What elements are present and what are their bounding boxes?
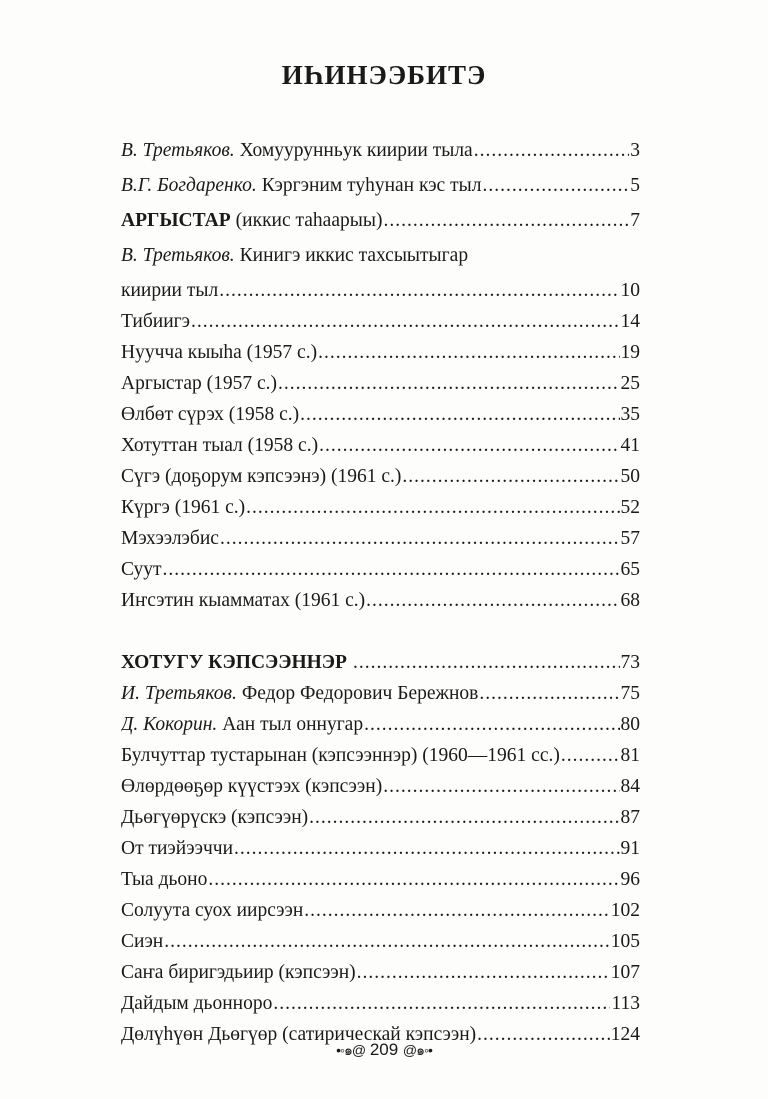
dot-leader <box>300 404 619 426</box>
entry-page: 25 <box>620 373 640 394</box>
toc-entry <box>121 140 640 175</box>
dot-leader <box>364 714 619 736</box>
entry-page: 35 <box>620 404 640 425</box>
entry-page: 96 <box>620 869 640 890</box>
toc-entry <box>121 590 640 621</box>
toc-entry <box>121 497 640 528</box>
entry-author: И. Третьяков. <box>121 683 237 704</box>
entry-title: киирии тыл <box>121 280 219 301</box>
toc-entry <box>121 683 640 714</box>
toc-entry <box>121 245 640 280</box>
toc-entry <box>121 838 640 869</box>
dot-leader <box>273 993 610 1015</box>
entry-title: Кэргэним туһунан кэс тыл <box>261 175 482 196</box>
entry-title: Хомуурунньук киирии тыла <box>239 140 473 161</box>
toc-entry <box>121 175 640 210</box>
entry-page: 87 <box>620 807 640 828</box>
entry-title: Иҥсэтин кыамматах (1961 с.) <box>121 590 366 611</box>
entry-title: Сүгэ (доҕорум кэпсээнэ) (1961 с.) <box>121 466 402 487</box>
entry-author: В. Третьяков. <box>121 245 235 266</box>
entry-author: В. Третьяков. <box>121 140 235 161</box>
toc-entry <box>121 931 640 962</box>
entry-title: Аргыстар (1957 с.) <box>121 373 278 394</box>
entry-page: 65 <box>620 559 640 580</box>
dot-leader <box>366 590 619 612</box>
entry-title: Өлөрдөөҕөр күүстээх (кэпсээн) <box>121 776 383 797</box>
dot-leader <box>304 900 609 922</box>
entry-title: Хотуттан тыал (1958 с.) <box>121 435 319 456</box>
entry-title: Саҥа биригэдьиир (кэпсээн) <box>121 962 356 983</box>
entry-title: Федор Федорович Бережнов <box>241 683 479 704</box>
entry-page: 68 <box>620 590 640 611</box>
toc-entry <box>121 993 640 1024</box>
entry-title: Мэхээлэбис <box>121 528 219 549</box>
dot-leader <box>357 962 610 984</box>
page-footer <box>0 1040 768 1062</box>
dot-leader <box>309 807 619 829</box>
dot-leader <box>220 528 620 550</box>
ornament-left-icon: •◦๑@ <box>336 1042 366 1058</box>
entry-title: Өлбөт сүрэх (1958 с.) <box>121 404 300 425</box>
page-title: ИҺИНЭЭБИТЭ <box>281 60 487 90</box>
toc-entry <box>121 311 640 342</box>
dot-leader <box>208 869 619 891</box>
page-number: 209 <box>369 1040 399 1059</box>
toc-entry <box>121 342 640 373</box>
entry-title: Нуучча кыыһа (1957 с.) <box>121 342 318 363</box>
entry-page: 19 <box>620 342 640 363</box>
dot-leader <box>479 683 619 705</box>
entry-title: Дайдым дьонноро <box>121 993 273 1014</box>
toc-entry <box>121 869 640 900</box>
toc-entry <box>121 373 640 404</box>
entry-title: Кинигэ иккис тахсыытыгар <box>239 245 469 266</box>
entry-page: 73 <box>620 652 640 673</box>
entry-page: 102 <box>610 900 640 921</box>
entry-page: 80 <box>620 714 640 735</box>
toc-entry <box>121 280 640 311</box>
entry-title: Дьөгүөрүскэ (кэпсээн) <box>121 807 309 828</box>
entry-page: 84 <box>620 776 640 797</box>
entry-author: В.Г. Богдаренко. <box>121 175 257 196</box>
entry-title: Аан тыл оннугар <box>222 714 364 735</box>
dot-leader <box>191 311 619 333</box>
toc-entry <box>121 210 640 245</box>
toc-entry <box>121 807 640 838</box>
toc-entry <box>121 745 640 776</box>
toc-entry <box>121 559 640 590</box>
entry-page: 113 <box>611 993 640 1014</box>
entry-section-title: ХОТУГУ КЭПСЭЭННЭР <box>121 652 347 673</box>
entry-section-title: АРГЫСТАР <box>121 210 231 231</box>
entry-page: 10 <box>620 280 640 301</box>
table-of-contents <box>121 140 640 1055</box>
toc-entry <box>121 714 640 745</box>
entry-page: 81 <box>620 745 640 766</box>
entry-author: Д. Кокорин. <box>121 714 218 735</box>
entry-title: Күргэ (1961 с.) <box>121 497 246 518</box>
dot-leader <box>402 466 619 488</box>
dot-leader <box>219 280 619 302</box>
entry-title: (иккис таһаарыы) <box>235 210 383 231</box>
entry-page: 91 <box>620 838 640 859</box>
toc-entry <box>121 652 640 683</box>
entry-title: Тибиигэ <box>121 311 191 332</box>
entry-page: 105 <box>610 931 640 952</box>
toc-entry <box>121 435 640 466</box>
entry-page: 50 <box>620 466 640 487</box>
entry-page: 57 <box>620 528 640 549</box>
dot-leader <box>234 838 619 860</box>
toc-entry <box>121 900 640 931</box>
entry-title: Сиэн <box>121 931 164 952</box>
entry-title: Суут <box>121 559 162 580</box>
entry-title: Солуута суох иирсээн <box>121 900 304 921</box>
dot-leader <box>318 342 619 364</box>
entry-page: 7 <box>630 210 640 231</box>
dot-leader <box>561 745 620 767</box>
entry-title: Дөлүһүөн Дьөгүөр (сатирическай кэпсээн) <box>121 1024 477 1045</box>
dot-leader <box>383 210 629 232</box>
entry-page: 41 <box>620 435 640 456</box>
dot-leader <box>474 140 630 162</box>
entry-page: 14 <box>620 311 640 332</box>
dot-leader <box>164 931 610 953</box>
entry-title: От тиэйээччи <box>121 838 234 859</box>
entry-page: 107 <box>610 962 640 983</box>
entry-title: Булчуттар тустарынан (кэпсээннэр) (1960—1961 сс.) <box>121 745 560 766</box>
dot-leader <box>246 497 619 519</box>
entry-title: Тыа дьоно <box>121 869 208 890</box>
dot-leader <box>163 559 620 581</box>
ornament-right-icon: @๑◦• <box>402 1042 432 1058</box>
entry-page: 5 <box>630 175 640 196</box>
toc-entry <box>121 528 640 559</box>
entry-page: 3 <box>630 140 640 161</box>
toc-entry <box>121 962 640 993</box>
toc-entry <box>121 776 640 807</box>
dot-leader <box>482 175 629 197</box>
entry-page: 75 <box>620 683 640 704</box>
dot-leader <box>319 435 619 457</box>
toc-entry <box>121 404 640 435</box>
dot-leader <box>353 652 620 674</box>
entry-page: 52 <box>620 497 640 518</box>
entry-page: 124 <box>610 1024 640 1045</box>
toc-entry <box>121 466 640 497</box>
dot-leader <box>278 373 619 395</box>
dot-leader <box>383 776 619 798</box>
